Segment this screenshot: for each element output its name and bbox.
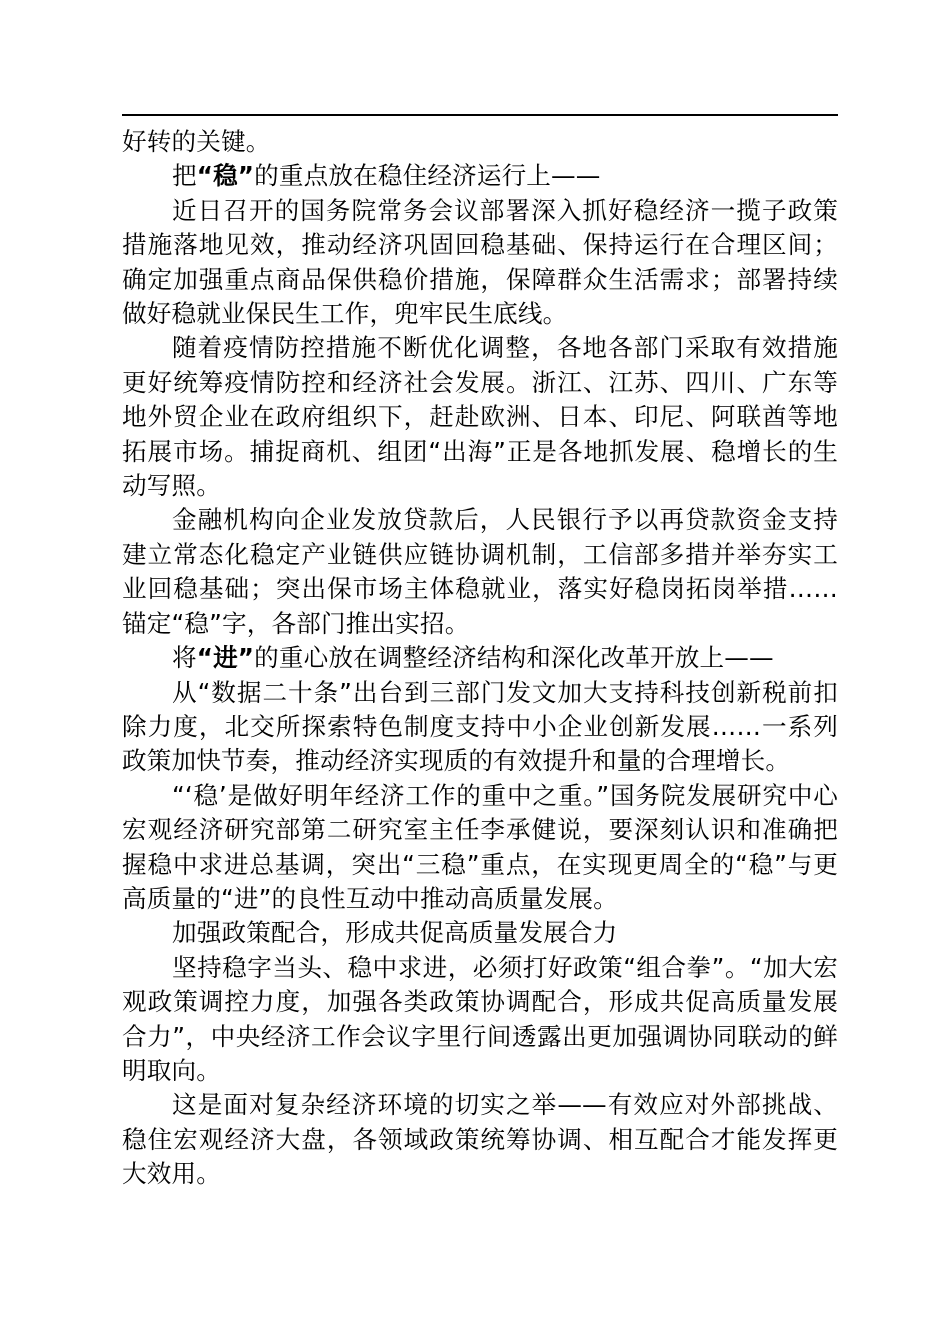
- paragraph: [122, 503, 838, 641]
- paragraph-text: 金融机构向企业发放贷款后，人民银行予以再贷款资金支持建立常态化稳定产业链供应链协调机制，工信部多措并举夯实工业回稳基础；突出保市场主体稳就业，落实好稳岗拓岗举措……锚定“稳”字，各部门推出实招。: [122, 505, 838, 638]
- paragraph: [122, 194, 838, 332]
- paragraph: [122, 125, 838, 159]
- document-body: [122, 125, 838, 1192]
- heading-prefix: 将: [172, 643, 197, 673]
- heading-emphasis: “进”: [196, 643, 255, 673]
- paragraph-text: “‘稳’是做好明年经济工作的重中之重。”国务院发展研究中心宏观经济研究部第二研究室主任李承健说，要深刻认识和准确把握稳中求进总基调，突出“三稳”重点，在实现更周全的“稳”与更高质量的“进”的良性互动中推动高质量发展。: [122, 780, 838, 913]
- paragraph-text: 近日召开的国务院常务会议部署深入抓好稳经济一揽子政策措施落地见效，推动经济巩固回稳基础、保持运行在合理区间；确定加强重点商品保供稳价措施，保障群众生活需求；部署持续做好稳就业保民生工作，兜牢民生底线。: [122, 195, 838, 329]
- paragraph-text: 坚持稳字当头、稳中求进，必须打好政策“组合拳”。“加大宏观政策调控力度，加强各类政策协调配合，形成共促高质量发展合力”，中央经济工作会议字里行间透露出更加强调协同联动的鲜明取向。: [122, 952, 838, 1085]
- header-rule: [122, 114, 838, 116]
- heading-text: 的重心放在调整经济结构和深化改革开放上——: [254, 643, 774, 673]
- paragraph: [122, 1088, 838, 1191]
- paragraph-text: 好转的关键。: [122, 127, 271, 156]
- paragraph-text: 这是面对复杂经济环境的切实之举——有效应对外部挑战、稳住宏观经济大盘，各领域政策统筹协调、相互配合才能发挥更大效用。: [122, 1090, 838, 1189]
- heading-emphasis: “稳”: [196, 161, 255, 191]
- paragraph: [122, 331, 838, 503]
- heading-prefix: 把: [172, 161, 197, 191]
- paragraph: [122, 951, 838, 1089]
- paragraph: [122, 676, 838, 779]
- paragraph-text: 从“数据二十条”出台到三部门发文加大支持科技创新税前扣除力度，北交所探索特色制度支持中小企业创新发展……一系列政策加快节奏，推动经济实现质的有效提升和量的合理增长。: [122, 677, 838, 776]
- paragraph-text: 随着疫情防控措施不断优化调整，各地各部门采取有效措施更好统筹疫情防控和经济社会发展。浙江、江苏、四川、广东等地外贸企业在政府组织下，赶赴欧洲、日本、印尼、阿联酋等地拓展市场。捕捉商机、组团“出海”正是各地抓发展、稳增长的生动写照。: [122, 333, 838, 501]
- heading-text: 的重点放在稳住经济运行上——: [254, 161, 601, 191]
- paragraph-text: 加强政策配合，形成共促高质量发展合力: [172, 918, 618, 948]
- section-heading-progress: [122, 641, 838, 675]
- section-heading-policy: [122, 916, 838, 950]
- section-heading-stability: [122, 159, 838, 193]
- paragraph: [122, 779, 838, 917]
